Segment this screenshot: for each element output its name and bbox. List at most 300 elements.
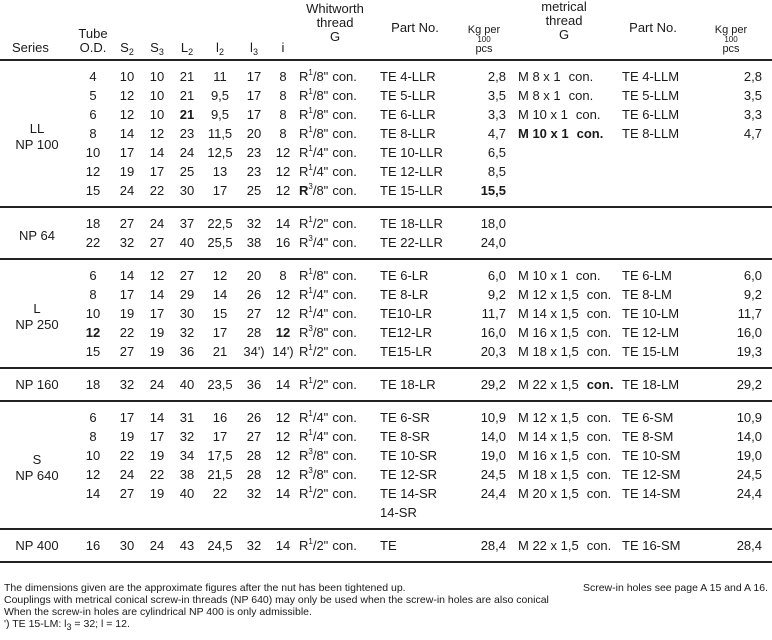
header-s2-letter: S	[120, 40, 129, 55]
cell-tube-od: 5	[89, 88, 97, 103]
cell-kg	[456, 503, 512, 529]
table-row	[0, 124, 772, 143]
thread-suffix: con.	[332, 448, 357, 463]
cell-s3: 24	[149, 216, 165, 231]
cell-tube-od: 15	[85, 344, 101, 359]
cell-l2: 27	[179, 268, 195, 283]
cell-tube-od: 10	[85, 306, 101, 321]
cell-l2: 36	[179, 344, 195, 359]
cell-kg: 11,7	[481, 306, 506, 321]
footnotes	[4, 582, 768, 630]
cell-part-no-2: TE 12-LM	[622, 325, 680, 340]
metric-size: M 12 x 1,5	[518, 410, 579, 425]
header-kg-line3: pcs	[475, 43, 493, 55]
cell-part-no-2: TE 10-SM	[622, 448, 681, 463]
header-part-no-2: Part No.	[629, 20, 677, 35]
header-s3-letter: S	[150, 40, 159, 55]
cell-l2: 29	[179, 287, 195, 302]
cell-kg: 24,0	[480, 235, 506, 250]
cell-s3: 22	[149, 183, 165, 198]
cell-whitworth-thread	[296, 368, 374, 401]
cell-part-no-2: TE 18-LM	[622, 377, 680, 392]
thread-denominator: /4"	[312, 164, 329, 179]
cell-i: 12	[275, 429, 291, 444]
thread-suffix: con.	[332, 216, 357, 231]
table-row	[0, 323, 772, 342]
thread-prefix: R	[299, 145, 309, 160]
cell-s3: 19	[149, 325, 165, 340]
cell-kg-2: 3,3	[743, 107, 762, 122]
metric-size: M 18 x 1,5	[518, 467, 579, 482]
cell-i: 14	[275, 486, 291, 501]
cell-tube-od: 8	[89, 429, 97, 444]
cell-metric-thread	[512, 181, 616, 207]
cell-kg: 2,8	[487, 69, 506, 84]
table-header	[0, 0, 772, 60]
thread-suffix: con.	[332, 486, 357, 501]
header-i2-letter: l	[216, 40, 219, 55]
cell-part-no-2: TE 8-SM	[622, 429, 674, 444]
cell-kg: 8,5	[487, 164, 506, 179]
cell-i3: 32	[246, 486, 262, 501]
thread-prefix: R	[299, 306, 309, 321]
cell-metric-thread	[512, 259, 616, 285]
cell-s3: 14	[149, 410, 165, 425]
header-whitworth-line2: thread	[316, 15, 354, 30]
cell-i3: 28	[246, 448, 262, 463]
cell-metric-thread	[512, 529, 616, 562]
cell-i	[270, 503, 296, 529]
header-kg	[456, 0, 512, 60]
cell-i3: 26	[246, 287, 262, 302]
cell-part-no-2: TE 8-LLM	[622, 126, 680, 141]
cell-whitworth-thread	[296, 427, 374, 446]
cell-s2: 12	[119, 107, 135, 122]
table-row	[0, 465, 772, 484]
table-row	[0, 233, 772, 259]
header-whitworth-line1: Whitworth	[306, 1, 364, 16]
thread-denominator: /8"	[312, 69, 329, 84]
cell-i2: 21	[212, 344, 228, 359]
metric-suffix: con.	[586, 486, 612, 501]
cell-whitworth-thread	[296, 465, 374, 484]
thread-numerator: 1	[308, 485, 313, 494]
cell-part-no: TE 6-SR	[380, 410, 430, 425]
cell-i3: 20	[246, 268, 262, 283]
thread-prefix: R	[299, 126, 309, 141]
thread-denominator: /2"	[312, 377, 329, 392]
cell-metric-thread	[512, 285, 616, 304]
metric-size: M 10 x 1	[518, 268, 568, 283]
cell-l2: 21	[179, 69, 195, 84]
cell-l2: 31	[179, 410, 195, 425]
table-row	[0, 484, 772, 503]
cell-s3: 12	[149, 126, 165, 141]
series-cell	[0, 529, 74, 562]
cell-i3: 32	[246, 538, 262, 553]
cell-i2: 17	[212, 325, 228, 340]
cell-s2: 12	[119, 88, 135, 103]
thread-prefix: R	[299, 538, 309, 553]
table-row	[0, 105, 772, 124]
thread-numerator: 1	[308, 144, 313, 153]
header-metric-line2: thread	[545, 13, 583, 28]
cell-l2: 21	[179, 107, 195, 122]
thread-prefix: R	[299, 88, 309, 103]
cell-part-no: TE 22-LLR	[380, 235, 443, 250]
metric-suffix: con.	[586, 377, 614, 392]
header-kg-2	[690, 0, 772, 60]
cell-i2: 17,5	[207, 448, 233, 463]
cell-i: 16	[275, 235, 291, 250]
thread-suffix: con.	[332, 107, 357, 122]
thread-numerator: 1	[308, 376, 313, 385]
cell-s2: 32	[119, 235, 135, 250]
thread-denominator: /8"	[312, 126, 329, 141]
cell-i2: 22	[212, 486, 228, 501]
thread-prefix: R	[299, 268, 309, 283]
thread-numerator: 1	[308, 409, 313, 418]
thread-suffix: con.	[332, 69, 357, 84]
cell-kg-2	[690, 162, 772, 181]
cell-part-no: TE 6-LLR	[380, 107, 436, 122]
header-part-no: Part No.	[391, 20, 439, 35]
thread-numerator: 1	[308, 106, 313, 115]
cell-metric-thread	[512, 368, 616, 401]
thread-suffix: con.	[332, 538, 357, 553]
thread-suffix: con.	[332, 325, 357, 340]
cell-i2: 11	[213, 69, 227, 84]
cell-s3: 17	[149, 164, 165, 179]
series-name-line1: S	[32, 452, 42, 467]
cell-part-no-2	[616, 181, 690, 207]
cell-s2: 14	[119, 126, 135, 141]
cell-s2: 22	[119, 448, 135, 463]
cell-metric-thread	[512, 105, 616, 124]
cell-part-no-2: TE 12-SM	[622, 467, 681, 482]
cell-part-no: TE15-LR	[380, 344, 433, 359]
series-group	[0, 60, 772, 207]
cell-whitworth-thread	[296, 342, 374, 368]
header-l2-letter: L	[180, 40, 189, 55]
cell-s2	[112, 503, 142, 529]
table-row	[0, 427, 772, 446]
thread-suffix: con.	[332, 126, 357, 141]
cell-l2: 32	[179, 429, 195, 444]
thread-denominator: /8"	[312, 88, 329, 103]
thread-numerator: 3	[308, 447, 313, 456]
thread-suffix: con.	[332, 268, 357, 283]
metric-suffix: con.	[586, 410, 612, 425]
header-metric-line1: metrical	[541, 0, 587, 14]
cell-tube-od: 22	[85, 235, 101, 250]
thread-numerator: 1	[308, 267, 313, 276]
thread-denominator: /4"	[312, 235, 329, 250]
cell-kg: 19,0	[480, 448, 506, 463]
cell-i2: 17	[212, 183, 228, 198]
cell-s3: 22	[149, 467, 165, 482]
cell-s2: 17	[119, 410, 135, 425]
header-series: Series	[12, 40, 49, 55]
cell-part-no: TE 12-SR	[380, 467, 438, 482]
cell-s2: 27	[119, 344, 135, 359]
cell-i3: 23	[246, 145, 262, 160]
table-row	[0, 529, 772, 562]
cell-kg-2: 4,7	[743, 126, 762, 141]
cell-i3: 17	[246, 69, 262, 84]
cell-i: 12	[275, 448, 291, 463]
cell-whitworth-thread	[296, 207, 374, 233]
metric-size: M 16 x 1,5	[518, 325, 579, 340]
cell-i: 8	[279, 69, 287, 84]
cell-part-no: TE 18-LR	[380, 377, 436, 392]
header-whitworth	[296, 0, 374, 60]
cell-metric-thread	[512, 143, 616, 162]
cell-whitworth-thread	[296, 60, 374, 86]
cell-metric-thread	[512, 484, 616, 503]
thread-denominator: /4"	[312, 145, 329, 160]
cell-tube-od: 8	[89, 287, 97, 302]
note-te15lm	[4, 618, 768, 630]
cell-part-no: TE12-LR	[380, 325, 433, 340]
cell-kg-2: 29,2	[736, 377, 762, 392]
metric-suffix: con.	[586, 344, 612, 359]
cell-kg: 24,5	[480, 467, 506, 482]
metric-suffix: con.	[586, 538, 612, 553]
header-whitworth-line3: G	[329, 29, 341, 44]
cell-s3: 17	[149, 429, 165, 444]
cell-tube-od: 18	[85, 377, 101, 392]
cell-i2: 9,5	[210, 107, 230, 122]
cell-tube-od: 15	[85, 183, 101, 198]
cell-kg-2: 19,3	[736, 344, 762, 359]
thread-numerator: 3	[308, 324, 313, 333]
metric-size: M 10 x 1	[518, 126, 569, 141]
thread-prefix: R	[299, 325, 309, 340]
series-group	[0, 368, 772, 401]
cell-part-no: TE 10-LLR	[380, 145, 443, 160]
series-name-line1: NP 400	[15, 537, 59, 553]
series-group	[0, 529, 772, 562]
cell-i3: 17	[246, 107, 262, 122]
series-group	[0, 207, 772, 259]
cell-part-no: TE 8-LLR	[380, 126, 436, 141]
cell-part-no-2	[616, 162, 690, 181]
series-name-line1: L	[33, 300, 41, 316]
cell-whitworth-thread	[296, 323, 374, 342]
cell-part-no: TE 8-LR	[380, 287, 429, 302]
cell-kg-2: 24,5	[736, 467, 762, 482]
metric-size: M 16 x 1,5	[518, 448, 579, 463]
header-kg2-line1: Kg per	[714, 24, 748, 36]
cell-whitworth-thread	[296, 503, 374, 529]
cell-l2: 24	[179, 145, 195, 160]
thread-numerator: 3	[308, 466, 313, 475]
cell-kg-2	[690, 233, 772, 259]
thread-suffix: con.	[332, 235, 357, 250]
thread-denominator: /8"	[312, 467, 329, 482]
cell-part-no-2: TE 6-LLM	[622, 107, 680, 122]
thread-suffix: con.	[332, 88, 357, 103]
cell-i2: 23,5	[207, 377, 233, 392]
thread-denominator: /2"	[312, 216, 329, 231]
cell-part-no-2: TE 14-SM	[622, 486, 681, 501]
cell-l2: 30	[179, 183, 195, 198]
cell-part-no: TE 8-SR	[380, 429, 430, 444]
metric-size: M 10 x 1	[518, 107, 568, 122]
cell-s2: 17	[119, 145, 135, 160]
cell-kg: 4,7	[487, 126, 506, 141]
metric-size: M 8 x 1	[518, 69, 561, 84]
table-row	[0, 181, 772, 207]
cell-i3: 27	[246, 429, 262, 444]
header-s3-sub: 3	[158, 47, 164, 57]
cell-s3: 12	[149, 268, 165, 283]
metric-size: M 18 x 1,5	[518, 344, 579, 359]
thread-numerator: 1	[308, 125, 313, 134]
cell-i2: 24,5	[207, 538, 233, 553]
cell-l2: 38	[179, 467, 195, 482]
cell-i: 12	[275, 145, 291, 160]
cell-s2: 10	[119, 69, 135, 84]
cell-s2: 19	[119, 164, 135, 179]
cell-s3: 14	[149, 287, 165, 302]
cell-tube-od: 6	[89, 107, 97, 122]
cell-part-no-2: TE 8-LM	[622, 287, 672, 302]
cell-s3	[142, 503, 172, 529]
thread-prefix: R	[299, 377, 309, 392]
cell-s2: 24	[119, 467, 135, 482]
metric-size: M 22 x 1,5	[518, 538, 579, 553]
thread-numerator: 3	[308, 234, 313, 243]
table-row	[0, 285, 772, 304]
cell-part-no-2	[616, 503, 690, 529]
cell-i2: 13	[212, 164, 228, 179]
cell-i: 12	[275, 410, 291, 425]
cell-i2	[202, 503, 238, 529]
header-kg-line1: Kg per	[467, 24, 501, 36]
header-kg-line2: 100	[477, 35, 491, 44]
cell-s2: 17	[119, 287, 135, 302]
cell-metric-thread	[512, 401, 616, 427]
cell-whitworth-thread	[296, 86, 374, 105]
cell-part-no: TE 18-LLR	[380, 216, 443, 231]
cell-whitworth-thread	[296, 529, 374, 562]
cell-i: 14	[275, 538, 291, 553]
cell-tube-od: 14	[85, 486, 101, 501]
cell-s3: 17	[149, 306, 165, 321]
note-te15lm-sub: 3	[66, 622, 72, 632]
cell-i3: 26	[246, 410, 262, 425]
cell-i3: 23	[246, 164, 262, 179]
cell-l2: 43	[179, 538, 195, 553]
series-name-line2: NP 100	[15, 136, 59, 152]
thread-denominator: /4"	[312, 287, 329, 302]
thread-suffix: con.	[332, 164, 357, 179]
thread-denominator: /4"	[312, 429, 329, 444]
cell-kg: 6,0	[487, 268, 506, 283]
cell-metric-thread	[512, 162, 616, 181]
cell-l2: 23	[179, 126, 195, 141]
thread-suffix: con.	[332, 467, 357, 482]
cell-s3: 14	[149, 145, 165, 160]
header-metric	[512, 0, 616, 60]
thread-prefix: R	[299, 486, 309, 501]
thread-numerator: 1	[308, 163, 313, 172]
cell-i2: 9,5	[210, 88, 230, 103]
cell-i3: 27	[246, 306, 262, 321]
cell-tube-od: 6	[89, 410, 97, 425]
cell-kg-2	[690, 143, 772, 162]
cell-tube-od: 18	[85, 216, 101, 231]
thread-suffix: con.	[332, 145, 357, 160]
cell-part-no-2: TE 15-LM	[622, 344, 680, 359]
cell-i: 12	[275, 164, 291, 179]
cell-s2: 32	[119, 377, 135, 392]
metric-size: M 8 x 1	[518, 88, 561, 103]
cell-i: 8	[279, 107, 287, 122]
note-cylindrical: When the screw-in holes are cylindrical NP 400 is only admissible.	[4, 606, 312, 618]
cell-part-no: 14-SR	[380, 505, 417, 520]
series-name-line1: NP 64	[19, 228, 55, 243]
table-row	[0, 86, 772, 105]
header-tube-od-line2: O.D.	[79, 40, 107, 55]
cell-kg: 10,9	[480, 410, 506, 425]
metric-size: M 22 x 1,5	[518, 377, 579, 392]
cell-kg: 18,0	[480, 216, 506, 231]
thread-numerator: 1	[308, 343, 313, 352]
cell-s2: 14	[119, 268, 135, 283]
cell-s3: 24	[149, 377, 165, 392]
cell-metric-thread	[512, 233, 616, 259]
header-i2	[202, 0, 238, 60]
cell-i2: 12,5	[207, 145, 233, 160]
table-row	[0, 304, 772, 323]
thread-numerator: 1	[308, 87, 313, 96]
header-i3-sub: 3	[252, 47, 258, 57]
thread-denominator: /8"	[312, 325, 329, 340]
header-s3	[142, 0, 172, 60]
cell-whitworth-thread	[296, 304, 374, 323]
cell-part-no: TE 15-LLR	[380, 183, 443, 198]
cell-i2: 15	[212, 306, 228, 321]
note-dimensions: The dimensions given are the approximate figures after the nut has been tightened up.	[4, 582, 406, 594]
series-cell	[0, 207, 74, 259]
series-group	[0, 401, 772, 529]
cell-whitworth-thread	[296, 124, 374, 143]
cell-whitworth-thread	[296, 446, 374, 465]
note-conical: Couplings with metrical conical screw-in threads (NP 640) may only be used when the screw-in holes are also conical	[4, 594, 549, 606]
metric-suffix: con.	[586, 287, 612, 302]
cell-l2: 34	[179, 448, 195, 463]
cell-i: 12	[275, 287, 291, 302]
table-row	[0, 162, 772, 181]
cell-l2: 25	[179, 164, 195, 179]
thread-prefix: R	[299, 410, 309, 425]
cell-i2: 11,5	[207, 126, 233, 141]
cell-whitworth-thread	[296, 181, 374, 207]
thread-denominator: /4"	[312, 306, 329, 321]
cell-metric-thread	[512, 304, 616, 323]
cell-i: 14')	[272, 344, 294, 359]
cell-s3: 19	[149, 448, 165, 463]
cell-metric-thread	[512, 207, 616, 233]
cell-metric-thread	[512, 342, 616, 368]
metric-suffix: con.	[568, 69, 594, 84]
cell-tube-od: 10	[85, 448, 101, 463]
cell-i2: 22,5	[207, 216, 233, 231]
table-row	[0, 368, 772, 401]
